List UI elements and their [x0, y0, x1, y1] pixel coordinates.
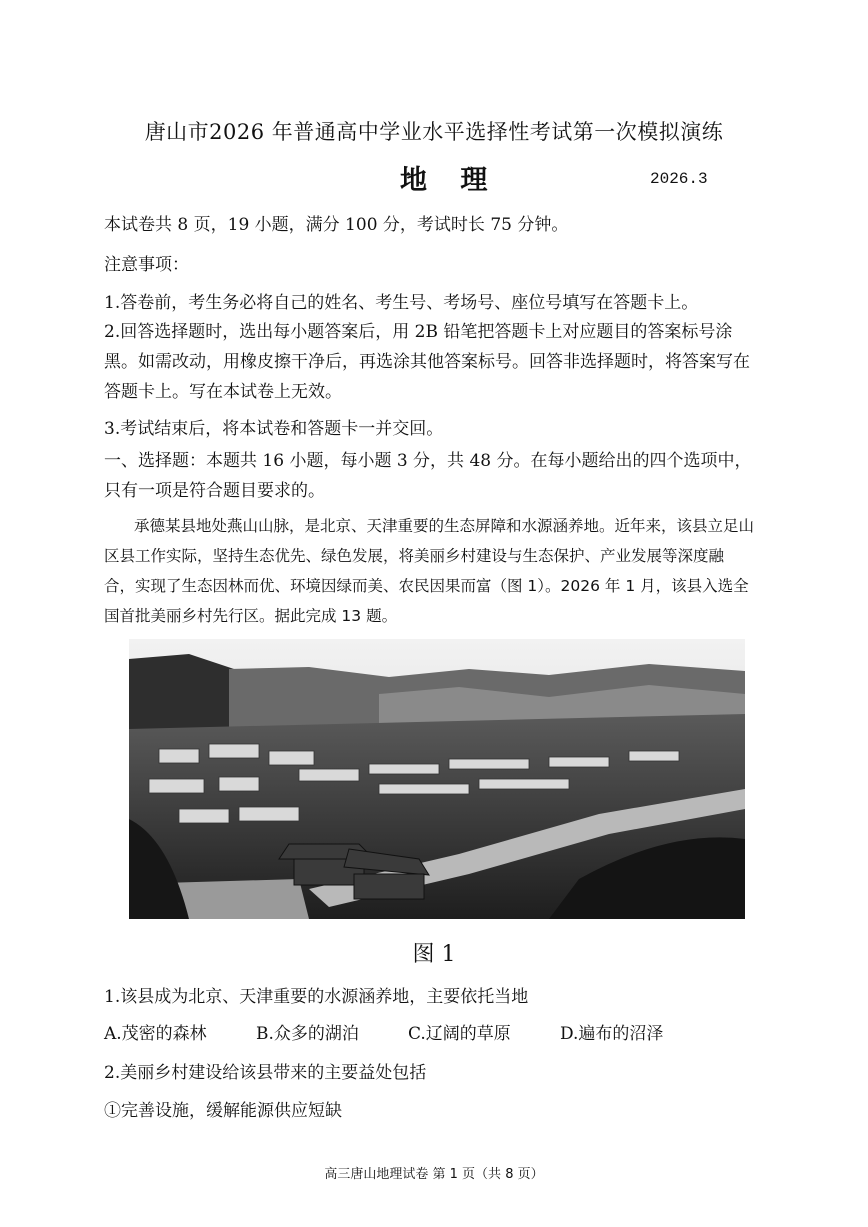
figure-caption: 图 1 — [412, 942, 456, 967]
notice-item-2: 2.回答选择题时，选出每小题答案后，用 2B 铅笔把答题卡上对应题目的答案标号涂黑。如需改动，用橡皮擦干净后，再选涂其他答案标号。回答非选择题时，将答案写在答题卡上。写在本试卷上无效。 — [104, 322, 750, 402]
question-2-item-1: ①完善设施，缓解能源供应短缺 — [104, 1101, 342, 1121]
exam-info: 本试卷共 8 页，19 小题，满分 100 分，考试时长 75 分钟。 — [104, 215, 569, 235]
section-heading: 一、选择题：本题共 16 小题，每小题 3 分，共 48 分。在每小题给出的四个选项中，只有一项是符合题目要求的。 — [104, 451, 752, 501]
option-d: D.遍布的沼泽 — [560, 1024, 664, 1044]
option-b: B.众多的湖泊 — [256, 1024, 359, 1044]
exam-title: 唐山市2026 年普通高中学业水平选择性考试第一次模拟演练 — [144, 120, 724, 144]
option-c: C.辽阔的草原 — [408, 1024, 511, 1044]
notice-item-1: 1.答卷前，考生务必将自己的姓名、考生号、考场号、座位号填写在答题卡上。 — [104, 293, 699, 313]
question-intro — [104, 511, 754, 631]
option-a: A.茂密的森林 — [104, 1024, 207, 1044]
exam-date: 2026.3 — [650, 170, 708, 188]
intro-text: 承德某县地处燕山山脉，是北京、天津重要的生态屏障和水源涵养地。近年来，该县立足山区县工作实际，坚持生态优先、绿色发展，将美丽乡村建设与生态保护、产业发展等深度融合，实现了生态因林而优、环境因绿而美、农民因果而富（图 1）。2026 年 1 月，该县入选全国首批美丽乡村先行区。据此完成 13 题。 — [104, 517, 755, 625]
village-photo — [129, 639, 745, 919]
notice-heading: 注意事项： — [104, 255, 189, 275]
subject-title: 地 理 — [400, 165, 500, 196]
question-2-stem: 2.美丽乡村建设给该县带来的主要益处包括 — [104, 1063, 427, 1083]
question-1-stem: 1.该县成为北京、天津重要的水源涵养地，主要依托当地 — [104, 987, 529, 1007]
notice-item-3: 3.考试结束后，将本试卷和答题卡一并交回。 — [104, 419, 444, 439]
page-footer: 高三唐山地理试卷 第 1 页（共 8 页） — [324, 1167, 544, 1182]
